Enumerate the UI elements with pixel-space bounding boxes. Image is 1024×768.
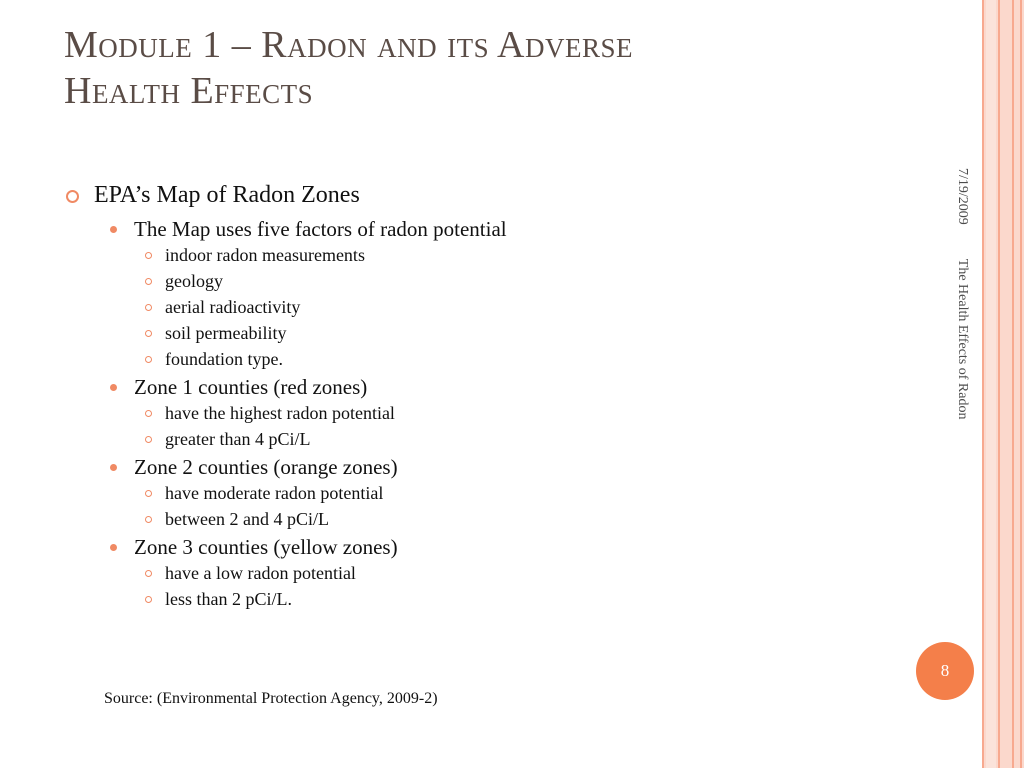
ring-bullet-icon xyxy=(66,190,79,203)
list-item xyxy=(64,242,924,268)
sub-bullet-text: Zone 1 counties (red zones) xyxy=(134,375,368,399)
bullet-group-zone-3 xyxy=(64,534,924,612)
sub-bullet xyxy=(64,374,924,400)
ring-bullet-icon xyxy=(145,596,152,603)
sub-bullet-text: Zone 3 counties (yellow zones) xyxy=(134,535,398,559)
ring-bullet-icon xyxy=(145,570,152,577)
dot-bullet-icon xyxy=(110,226,117,233)
title-line-2: Health Effects xyxy=(64,70,314,112)
ring-bullet-icon xyxy=(145,356,152,363)
source-citation: Source: (Environmental Protection Agency, 2009-2) xyxy=(104,690,438,707)
ring-bullet-icon xyxy=(145,516,152,523)
sub-bullet xyxy=(64,534,924,560)
stripe-band xyxy=(986,0,996,768)
dot-bullet-icon xyxy=(110,384,117,391)
dot-bullet-icon xyxy=(110,544,117,551)
page-number-badge xyxy=(916,642,974,700)
slide-title xyxy=(64,22,924,114)
sub-bullet-text: Zone 2 counties (orange zones) xyxy=(134,455,398,479)
list-item xyxy=(64,320,924,346)
vertical-footer xyxy=(948,168,970,508)
list-item-text: less than 2 pCi/L. xyxy=(165,589,292,609)
list-item xyxy=(64,294,924,320)
bullet-group-zone-2 xyxy=(64,454,924,532)
slide-content xyxy=(64,180,924,612)
list-item-text: geology xyxy=(165,271,223,291)
list-item-text: aerial radioactivity xyxy=(165,297,301,317)
list-item xyxy=(64,586,924,612)
stripe-line xyxy=(1012,0,1014,768)
list-item-text: soil permeability xyxy=(165,323,287,343)
stripe-line xyxy=(982,0,984,768)
list-item xyxy=(64,506,924,532)
stripe-line xyxy=(998,0,1000,768)
dot-bullet-icon xyxy=(110,464,117,471)
list-item-text: have moderate radon potential xyxy=(165,483,384,503)
decorative-stripes xyxy=(982,0,1024,768)
ring-bullet-icon xyxy=(145,330,152,337)
bullet-group-zone-1 xyxy=(64,374,924,452)
title-line-1: Module 1 – Radon and its Adverse xyxy=(64,24,633,66)
stripe-line xyxy=(1020,0,1022,768)
list-item xyxy=(64,480,924,506)
list-item xyxy=(64,346,924,372)
list-item-text: between 2 and 4 pCi/L xyxy=(165,509,329,529)
list-item xyxy=(64,268,924,294)
ring-bullet-icon xyxy=(145,436,152,443)
page-number: 8 xyxy=(940,661,950,680)
bullet-group-factors xyxy=(64,216,924,372)
presentation-title: The Health Effects of Radon xyxy=(955,258,970,420)
ring-bullet-icon xyxy=(145,304,152,311)
ring-bullet-icon xyxy=(145,252,152,259)
main-bullet-text: EPA’s Map of Radon Zones xyxy=(94,182,360,208)
list-item xyxy=(64,400,924,426)
sub-bullet xyxy=(64,454,924,480)
sub-bullet-text: The Map uses five factors of radon potential xyxy=(134,217,507,241)
list-item-text: foundation type. xyxy=(165,349,283,369)
ring-bullet-icon xyxy=(145,490,152,497)
sub-bullet xyxy=(64,216,924,242)
list-item xyxy=(64,426,924,452)
list-item-text: have a low radon potential xyxy=(165,563,356,583)
slide-date: 7/19/2009 xyxy=(955,168,970,225)
list-item xyxy=(64,560,924,586)
ring-bullet-icon xyxy=(145,278,152,285)
ring-bullet-icon xyxy=(145,410,152,417)
list-item-text: indoor radon measurements xyxy=(165,245,365,265)
list-item-text: have the highest radon potential xyxy=(165,403,395,423)
list-item-text: greater than 4 pCi/L xyxy=(165,429,311,449)
main-bullet xyxy=(64,180,924,210)
